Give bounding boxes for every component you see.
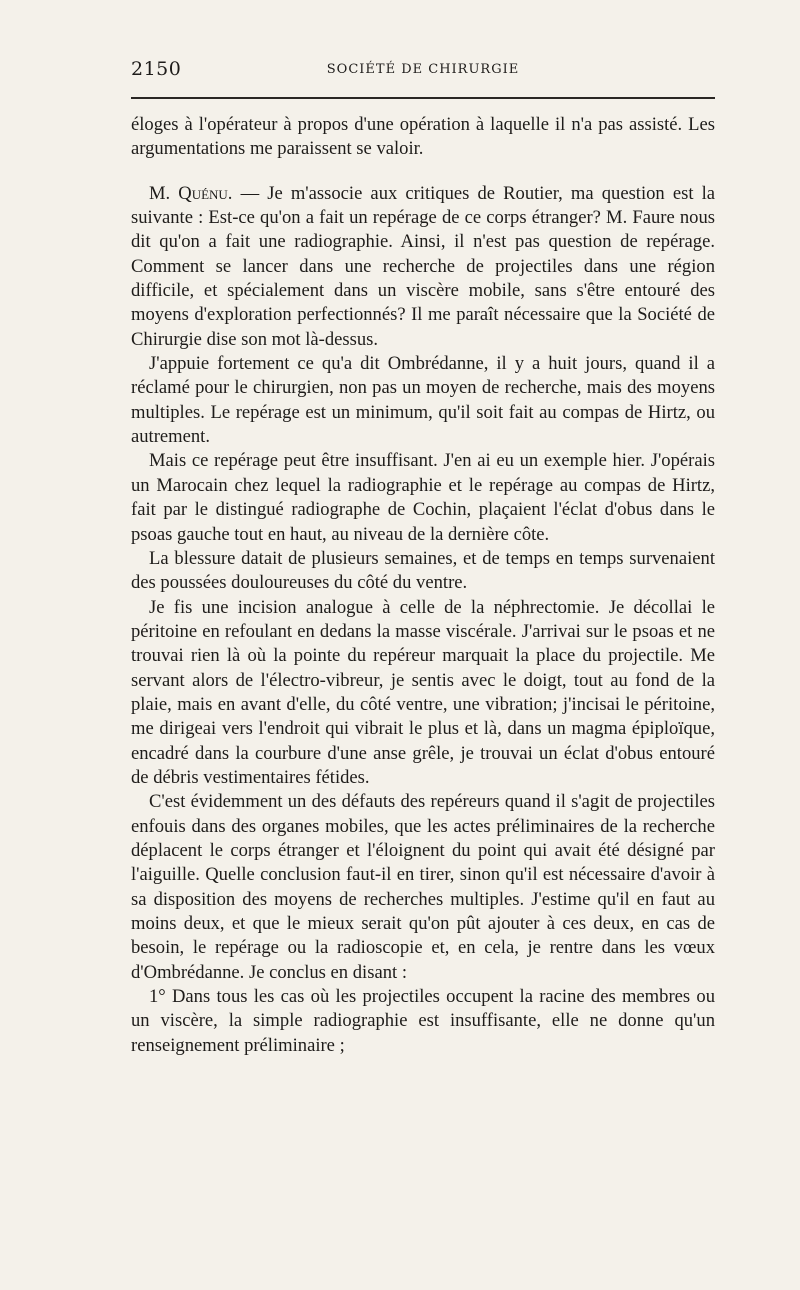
- paragraph-2-text: — Je m'associe aux critiques de Routier, ma question est la suivante : Est-ce qu'on a fait un repérage de ce corps étranger? M. Faure nous dit qu'on a fait une radiographie. Ainsi, il n'est pas question de repérage. Comment se lancer dans une recherche de projectiles dans une région difficile, et spécialement dans un viscère mobile, sans s'être entouré des moyens d'exploration perfectionnés? Il me paraît nécessaire que la Société de Chirurgie dise son mot là-dessus.: [131, 182, 715, 350]
- speaker-name: M. Quénu.: [149, 182, 233, 204]
- header-rule: [131, 97, 715, 99]
- paragraph-1: éloges à l'opérateur à propos d'une opération à laquelle il n'a pas assisté. Les argumentations me paraissent se valoir.: [131, 114, 715, 160]
- paragraph-7: C'est évidemment un des défauts des repéreurs quand il s'agit de projectiles enfouis dans des organes mobiles, que les actes préliminaires de la recherche déplacent le corps étranger et l'éloignent du point qui avait été désigné par l'aiguille. Quelle conclusion faut-il en tirer, sinon qu'il est nécessaire d'avoir à sa disposition des moyens de recherches multiples. J'estime qu'il en faut au moins deux, et que le mieux serait qu'on pût ajouter à ces deux, en cas de besoin, le repérage ou la radioscopie et, en cela, je rentre dans les vœux d'Ombrédanne. Je conclus en disant :: [131, 791, 715, 983]
- paragraph-2: [131, 182, 715, 352]
- paragraph-6: Je fis une incision analogue à celle de la néphrectomie. Je décollai le péritoine en refoulant en dedans la masse viscérale. J'arrivai sur le psoas et ne trouvai rien là où la pointe du repéreur marquait la place du projectile. Me servant alors de l'électro-vibreur, je sentis avec le doigt, tout au fond de la plaie, mais en avant d'elle, du côté ventre, une vibration; j'incisai le péritoine, me dirigeai vers l'endroit qui vibrait le plus et là, dans un magma épiploïque, encadré dans la courbure d'une anse grêle, je trouvai un éclat d'obus entouré de débris vestimentaires fétides.: [131, 596, 715, 788]
- running-title: SOCIÉTÉ DE CHIRURGIE: [326, 62, 520, 77]
- page-number: 2150: [131, 58, 182, 80]
- body-text: [131, 113, 715, 1058]
- paragraph-3: J'appuie fortement ce qu'a dit Ombrédanne, il y a huit jours, quand il a réclamé pour le chirurgien, non pas un moyen de recherche, mais des moyens multiples. Le repérage est un minimum, qu'il soit fait au compas de Hirtz, ou autrement.: [131, 353, 715, 448]
- paragraph-4: Mais ce repérage peut être insuffisant. J'en ai eu un exemple hier. J'opérais un Marocain chez lequel la radiographie et le repérage au compas de Hirtz, fait par le distingué radiographe de Cochin, plaçaient l'éclat d'obus dans le psoas gauche tout en haut, au niveau de la dernière côte.: [131, 450, 715, 545]
- paragraph-8: 1° Dans tous les cas où les projectiles occupent la racine des membres ou un viscère, la simple radiographie est insuffisante, elle ne donne qu'un renseignement préliminaire ;: [131, 986, 715, 1056]
- page-header: [131, 58, 715, 84]
- paragraph-5: La blessure datait de plusieurs semaines, et de temps en temps survenaient des poussées douloureuses du côté du ventre.: [131, 547, 715, 594]
